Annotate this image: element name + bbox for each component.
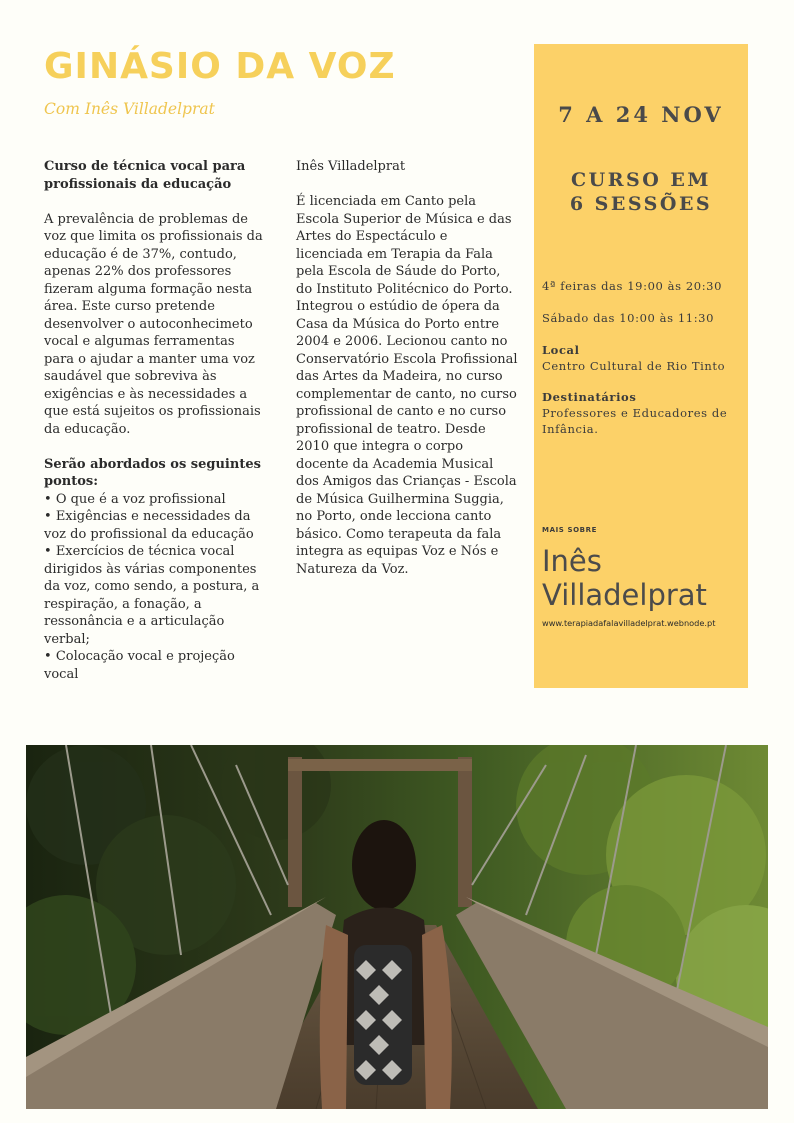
schedule-wednesday: 4ª feiras das 19:00 às 20:30: [542, 279, 723, 293]
bio-text: É licenciada em Canto pela Escola Superior de Música e das Artes do Espectáculo e licenciada em Terapia da Fala pela Escola de Sáude do Porto, do Instituto Politécnico do Porto. Integrou o estúdio de ópera da Casa da Música do Porto entre 2004 e 2006. Lecionou canto no Conservatório Escola Profissional das Artes da Madeira, no curso complementar de canto, no curso profissional de canto e no curso profissional de teatro. Desde 2010 que integra o corpo docente da Academia Musical dos Amigos das Crianças - Escola de Música Guilhermina Suggia, no Porto, onde lecciona canto básico. Como terapeuta da fala integra as equipas Voz e Nós e Natureza da Voz.: [296, 194, 518, 577]
course-intro: A prevalência de problemas de voz que limita os profissionais da educação é de 37%, contudo, apenas 22% dos professores fizeram alguma formação nesta área. Este curso pretende desenvolver o autoconhecimeto vocal e algumas ferramentas para o ajudar a manter uma voz saudável que sobreviva às exigências e às necessidades a que está sujeitos os profissionais da educação.: [44, 211, 263, 437]
instructor-last-name: Villadelprat: [542, 578, 707, 612]
audience-value: Professores e Educadores de Infância.: [542, 406, 728, 436]
bridge-photo: [26, 745, 768, 1109]
info-panel: [534, 44, 748, 688]
more-about-label: MAIS SOBRE: [542, 526, 597, 534]
instructor-name: [542, 544, 707, 612]
local-label: Local: [542, 343, 580, 357]
course-sessions: [534, 168, 748, 216]
topics-heading: Serão abordados os seguintes pontos:: [44, 456, 261, 489]
course-dates: 7 A 24 NOV: [558, 102, 724, 127]
list-item: • O que é a voz profissional: [44, 491, 266, 509]
sessions-line-2: 6 SESSÕES: [569, 193, 713, 215]
schedule-saturday: Sábado das 10:00 às 11:30: [542, 311, 715, 325]
local-value: Centro Cultural de Rio Tinto: [542, 359, 726, 373]
audience-label: Destinatários: [542, 390, 637, 404]
list-item: • Exigências e necessidades da voz do profissional da educação: [44, 508, 266, 543]
bio-column: [296, 158, 518, 596]
page-subtitle: Com Inês Villadelprat: [44, 100, 215, 118]
course-column: [44, 158, 266, 683]
list-item: • Exercícios de técnica vocal dirigidos às várias componentes da voz, como sendo, a postura, a respiração, a fonação, a ressonância e a articulação verbal;: [44, 543, 266, 648]
bridge-illustration: [26, 745, 768, 1109]
website-link[interactable]: www.terapiadafalavilladelprat.webnode.pt: [542, 618, 716, 628]
list-item: • Colocação vocal e projeção vocal: [44, 648, 266, 683]
topics-list: [44, 491, 266, 684]
bio-name: Inês Villadelprat: [296, 159, 406, 174]
page-title: GINÁSIO DA VOZ: [44, 46, 396, 87]
sessions-line-1: CURSO EM: [571, 169, 711, 191]
course-heading: Curso de técnica vocal para profissionais da educação: [44, 159, 246, 192]
instructor-first-name: Inês: [542, 544, 602, 578]
